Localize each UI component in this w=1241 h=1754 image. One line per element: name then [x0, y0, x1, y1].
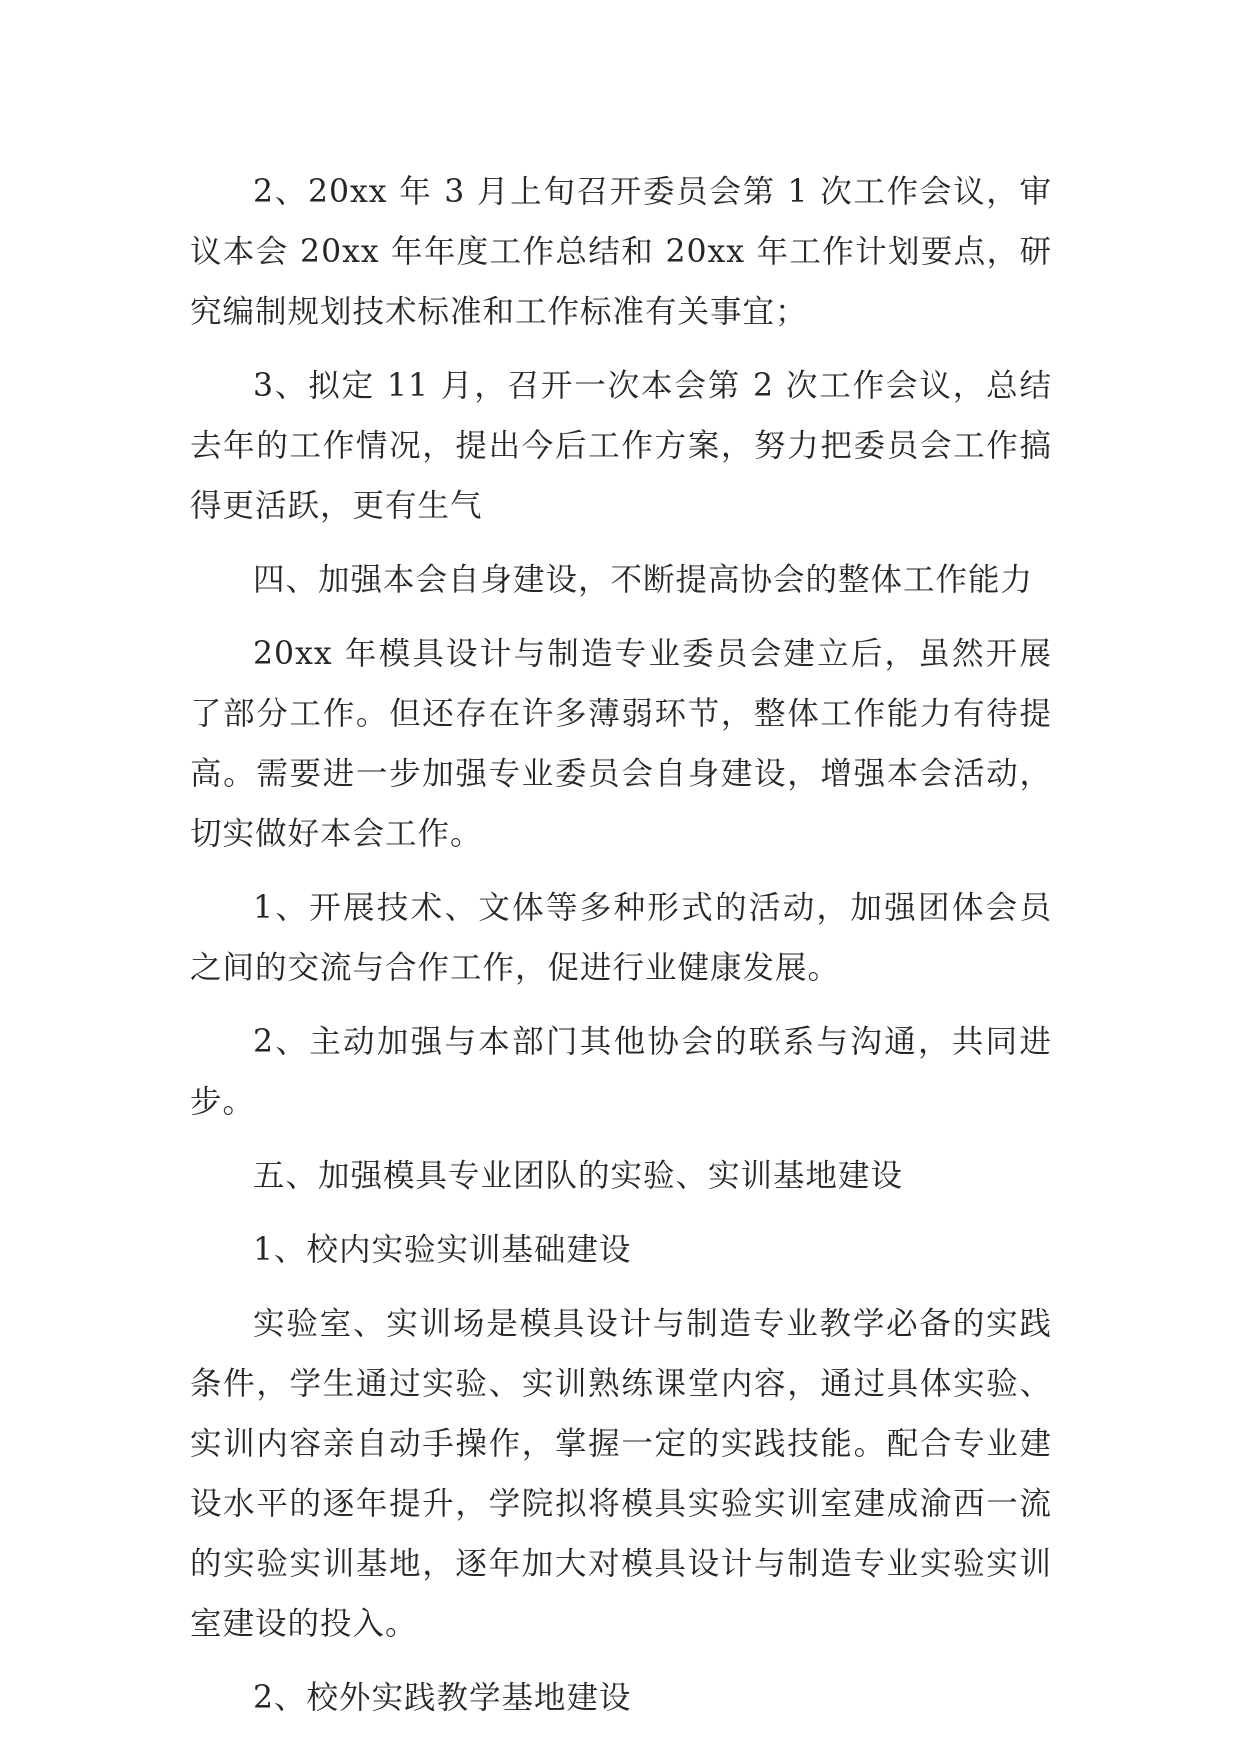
paragraph: 20xx 年模具设计与制造专业委员会建立后，虽然开展了部分工作。但还存在许多薄弱环节，整体工作能力有待提高。需要进一步加强专业委员会自身建设，增强本会活动，切实做好本会工作。 [190, 636, 1052, 852]
section-heading: 五、加强模具专业团队的实验、实训基地建设 [253, 1158, 904, 1194]
document-body [190, 162, 1052, 1742]
subsection-heading: 1、校内实验实训基础建设 [253, 1232, 632, 1268]
section-heading: 四、加强本会自身建设，不断提高协会的整体工作能力 [253, 562, 1034, 598]
paragraph: 2、20xx 年 3 月上旬召开委员会第 1 次工作会议，审议本会 20xx 年年度工作总结和 20xx 年工作计划要点，研究编制规划技术标准和工作标准有关事宜； [190, 174, 1052, 330]
paragraph: 1、开展技术、文体等多种形式的活动，加强团体会员之间的交流与合作工作，促进行业健康发展。 [190, 890, 1052, 986]
paragraph: 实验室、实训场是模具设计与制造专业教学必备的实践条件，学生通过实验、实训熟练课堂内容，通过具体实验、实训内容亲自动手操作，掌握一定的实践技能。配合专业建设水平的逐年提升，学院拟将模具实验实训室建成渝西一流的实验实训基地，逐年加大对模具设计与制造专业实验实训室建设的投入。 [190, 1306, 1052, 1642]
subsection-heading: 2、校外实践教学基地建设 [253, 1680, 632, 1716]
paragraph: 2、主动加强与本部门其他协会的联系与沟通，共同进步。 [190, 1024, 1052, 1120]
paragraph: 3、拟定 11 月，召开一次本会第 2 次工作会议，总结去年的工作情况，提出今后工作方案，努力把委员会工作搞得更活跃，更有生气 [190, 368, 1052, 524]
